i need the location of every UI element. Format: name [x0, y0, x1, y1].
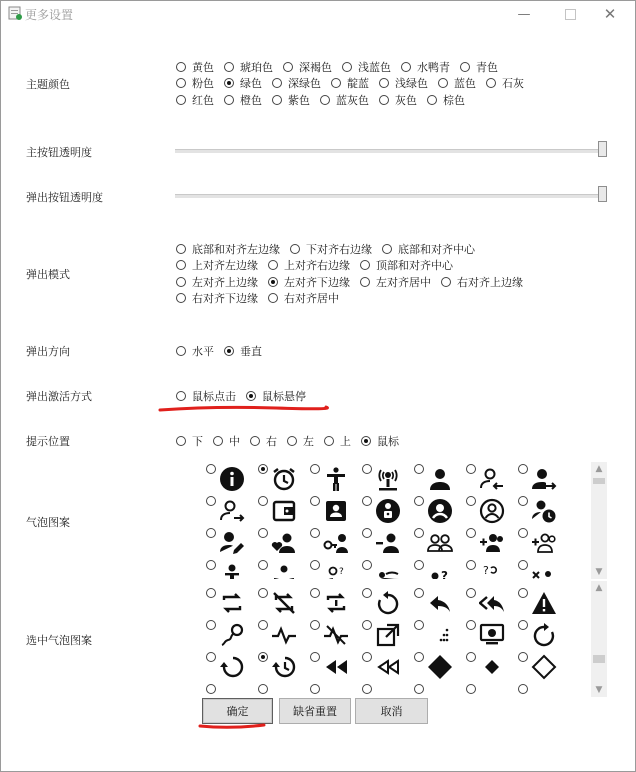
- radio-button[interactable]: [362, 684, 372, 694]
- icon-option[interactable]: [359, 494, 411, 526]
- radio-button[interactable]: [206, 464, 216, 474]
- radio-label: 鼠标悬停: [262, 390, 306, 403]
- radio-option[interactable]: [272, 92, 310, 108]
- radio-button[interactable]: [176, 260, 186, 270]
- radio-option[interactable]: [224, 343, 262, 359]
- radio-option[interactable]: [176, 388, 236, 404]
- radio-button[interactable]: [414, 496, 424, 506]
- icon-option[interactable]: [515, 462, 567, 494]
- radio-button[interactable]: [362, 496, 372, 506]
- icon-option[interactable]: [463, 650, 515, 682]
- svg-text:?: ?: [483, 564, 489, 577]
- radio-button[interactable]: [414, 684, 424, 694]
- radio-button[interactable]: [362, 528, 372, 538]
- radio-button[interactable]: [310, 464, 320, 474]
- radio-button[interactable]: [258, 652, 268, 662]
- icon-option[interactable]: [411, 586, 463, 618]
- radio-label: 浅绿色: [395, 77, 428, 90]
- radio-button[interactable]: [176, 346, 186, 356]
- icon-option[interactable]: [307, 558, 359, 579]
- radio-label: 右对齐上边缘: [457, 276, 523, 289]
- radio-button[interactable]: [362, 464, 372, 474]
- theme-color-row: [176, 92, 475, 108]
- icon-option[interactable]: [203, 618, 255, 650]
- radio-button[interactable]: [414, 588, 424, 598]
- icon-option[interactable]: [359, 650, 411, 682]
- icon-option[interactable]: [411, 526, 463, 558]
- radio-button[interactable]: [518, 528, 528, 538]
- selected-bubble-icon-scrollbar[interactable]: [591, 581, 607, 697]
- radio-label: 青色: [476, 61, 498, 74]
- radio-option[interactable]: [268, 257, 350, 273]
- minimize-button[interactable]: [501, 1, 547, 27]
- icon-option[interactable]: [307, 618, 359, 650]
- cancel-button[interactable]: 取消: [355, 698, 428, 724]
- radio-button[interactable]: [382, 244, 392, 254]
- radio-option[interactable]: [176, 75, 214, 91]
- radio-option[interactable]: [224, 92, 262, 108]
- bubble-icon-label: 气泡图案: [26, 516, 70, 529]
- icon-option[interactable]: [359, 586, 411, 618]
- icon-option[interactable]: [463, 618, 515, 650]
- radio-label: 石灰: [502, 77, 524, 90]
- radio-option[interactable]: [268, 274, 350, 290]
- radio-option[interactable]: [441, 274, 523, 290]
- radio-button[interactable]: [360, 260, 370, 270]
- radio-button[interactable]: [258, 464, 268, 474]
- ok-button[interactable]: 确定: [202, 698, 273, 724]
- main-button-opacity-label: 主按钮透明度: [26, 146, 92, 159]
- radio-option[interactable]: [379, 75, 428, 91]
- svg-text:?: ?: [441, 569, 448, 583]
- radio-button[interactable]: [250, 436, 260, 446]
- icon-option[interactable]: [307, 462, 359, 494]
- theme-color-label: 主题颜色: [26, 78, 70, 91]
- radio-label: 橙色: [240, 94, 262, 107]
- slider-thumb[interactable]: [598, 141, 607, 157]
- window-title: 更多设置: [25, 8, 74, 22]
- radio-button[interactable]: [268, 277, 278, 287]
- radio-label: 上: [340, 435, 351, 448]
- radio-button[interactable]: [401, 62, 411, 72]
- scroll-thumb[interactable]: [593, 655, 605, 663]
- radio-option[interactable]: [427, 92, 465, 108]
- icon-option[interactable]: [411, 618, 463, 650]
- radio-label: 下: [192, 435, 203, 448]
- radio-button[interactable]: [310, 496, 320, 506]
- popup-button-opacity-label: 弹出按钮透明度: [26, 191, 103, 204]
- bubble-icon-grid: [203, 462, 591, 583]
- popup-activation-row: [176, 388, 316, 404]
- bubble-icon-scrollbar[interactable]: [591, 462, 607, 579]
- radio-button[interactable]: [518, 620, 528, 630]
- radio-button[interactable]: [466, 588, 476, 598]
- radio-button[interactable]: [176, 391, 186, 401]
- radio-button[interactable]: [362, 620, 372, 630]
- minimize-icon: —: [517, 6, 531, 22]
- icon-option[interactable]: [515, 558, 567, 579]
- radio-button[interactable]: [224, 62, 234, 72]
- radio-button[interactable]: [362, 652, 372, 662]
- selected-bubble-icon-grid: [203, 586, 591, 696]
- radio-button[interactable]: [518, 588, 528, 598]
- radio-label: 蓝色: [454, 77, 476, 90]
- radio-button[interactable]: [360, 277, 370, 287]
- main-button-opacity-slider[interactable]: [175, 141, 607, 159]
- radio-button[interactable]: [176, 293, 186, 303]
- radio-button[interactable]: [466, 684, 476, 694]
- icon-option[interactable]: [359, 462, 411, 494]
- icon-option[interactable]: [515, 586, 567, 618]
- radio-label: 红色: [192, 94, 214, 107]
- radio-button[interactable]: [414, 464, 424, 474]
- radio-option[interactable]: [324, 433, 351, 449]
- radio-button[interactable]: [324, 436, 334, 446]
- radio-button[interactable]: [414, 528, 424, 538]
- radio-option[interactable]: [331, 75, 369, 91]
- radio-button[interactable]: [258, 684, 268, 694]
- radio-option[interactable]: [287, 433, 314, 449]
- tooltip-position-row: [176, 433, 409, 449]
- icon-option[interactable]: [463, 558, 515, 579]
- radio-button[interactable]: [310, 684, 320, 694]
- radio-button[interactable]: [414, 560, 424, 570]
- icon-option[interactable]: [515, 682, 567, 696]
- radio-option[interactable]: [401, 59, 450, 75]
- radio-label: 蓝灰色: [336, 94, 369, 107]
- icon-option[interactable]: [463, 462, 515, 494]
- radio-label: 左对齐居中: [376, 276, 431, 289]
- radio-label: 灰色: [395, 94, 417, 107]
- radio-label: 左: [303, 435, 314, 448]
- theme-color-row: [176, 75, 534, 91]
- radio-button[interactable]: [331, 78, 341, 88]
- radio-button[interactable]: [206, 652, 216, 662]
- radio-option[interactable]: [224, 75, 262, 91]
- radio-button[interactable]: [379, 95, 389, 105]
- radio-button[interactable]: [176, 62, 186, 72]
- radio-label: 绿色: [240, 77, 262, 90]
- radio-button[interactable]: [342, 62, 352, 72]
- icon-option[interactable]: [255, 462, 307, 494]
- radio-option[interactable]: [272, 75, 321, 91]
- radio-label: 右对齐居中: [284, 292, 339, 305]
- radio-option[interactable]: [360, 274, 431, 290]
- scroll-up-icon[interactable]: ▲: [595, 464, 603, 474]
- radio-button[interactable]: [466, 560, 476, 570]
- close-button[interactable]: [587, 1, 633, 27]
- radio-label: 底部和对齐左边缘: [192, 243, 280, 256]
- radio-label: 上对齐左边缘: [192, 259, 258, 272]
- icon-option[interactable]: [411, 462, 463, 494]
- radio-option[interactable]: [283, 59, 332, 75]
- radio-option[interactable]: [250, 433, 277, 449]
- radio-option[interactable]: [246, 388, 306, 404]
- radio-button[interactable]: [272, 95, 282, 105]
- radio-button[interactable]: [283, 62, 293, 72]
- scroll-down-icon[interactable]: ▼: [595, 567, 603, 577]
- scroll-down-icon[interactable]: ▼: [595, 685, 603, 695]
- popup-direction-row: [176, 343, 272, 359]
- radio-button[interactable]: [414, 620, 424, 630]
- popup-mode-row: [176, 274, 533, 290]
- popup-button-opacity-slider[interactable]: [175, 186, 607, 204]
- radio-label: 垂直: [240, 345, 262, 358]
- radio-label: 水平: [192, 345, 214, 358]
- popup-activation-label: 弹出激活方式: [26, 390, 92, 403]
- icon-option[interactable]: [255, 586, 307, 618]
- slider-track: [175, 149, 607, 153]
- radio-button[interactable]: [460, 62, 470, 72]
- radio-label: 黄色: [192, 61, 214, 74]
- radio-button[interactable]: [268, 293, 278, 303]
- icon-option[interactable]: [255, 682, 307, 696]
- icon-option[interactable]: [203, 462, 255, 494]
- icon-option[interactable]: [203, 682, 255, 696]
- icon-option[interactable]: [463, 494, 515, 526]
- radio-button[interactable]: [466, 620, 476, 630]
- radio-button[interactable]: [258, 528, 268, 538]
- radio-button[interactable]: [438, 78, 448, 88]
- icon-option[interactable]: [203, 494, 255, 526]
- radio-button[interactable]: [379, 78, 389, 88]
- radio-label: 粉色: [192, 77, 214, 90]
- app-icon: [8, 6, 22, 20]
- radio-button[interactable]: [466, 496, 476, 506]
- icon-option[interactable]: [515, 494, 567, 526]
- icon-option[interactable]: [255, 650, 307, 682]
- radio-option[interactable]: [382, 241, 475, 257]
- radio-button[interactable]: [176, 277, 186, 287]
- radio-button[interactable]: [258, 620, 268, 630]
- radio-button[interactable]: [518, 464, 528, 474]
- radio-option[interactable]: [176, 257, 258, 273]
- title-bar: [1, 1, 635, 27]
- selected-bubble-icon-label: 选中气泡图案: [26, 634, 92, 647]
- radio-button[interactable]: [258, 496, 268, 506]
- radio-button[interactable]: [466, 464, 476, 474]
- icon-option[interactable]: [463, 586, 515, 618]
- radio-label: 中: [229, 435, 240, 448]
- maximize-icon: [565, 9, 576, 20]
- icon-option[interactable]: [359, 682, 411, 696]
- radio-button[interactable]: [246, 391, 256, 401]
- slider-thumb[interactable]: [598, 186, 607, 202]
- radio-button[interactable]: [176, 78, 186, 88]
- popup-mode-row: [176, 257, 463, 273]
- radio-option[interactable]: [342, 59, 391, 75]
- radio-option[interactable]: [176, 274, 258, 290]
- radio-button[interactable]: [224, 346, 234, 356]
- radio-button[interactable]: [518, 684, 528, 694]
- radio-option[interactable]: [268, 290, 339, 306]
- radio-label: 左对齐下边缘: [284, 276, 350, 289]
- radio-label: 左对齐上边缘: [192, 276, 258, 289]
- radio-button[interactable]: [518, 652, 528, 662]
- radio-option[interactable]: [176, 290, 258, 306]
- icon-option[interactable]: [515, 618, 567, 650]
- radio-button[interactable]: [206, 684, 216, 694]
- radio-label: 琥珀色: [240, 61, 273, 74]
- radio-button[interactable]: [206, 528, 216, 538]
- icon-option[interactable]: [255, 618, 307, 650]
- radio-button[interactable]: [310, 620, 320, 630]
- icon-option[interactable]: [203, 558, 255, 579]
- radio-button[interactable]: [362, 560, 372, 570]
- radio-option[interactable]: [320, 92, 369, 108]
- radio-label: 右对齐下边缘: [192, 292, 258, 305]
- radio-button[interactable]: [310, 588, 320, 598]
- radio-button[interactable]: [258, 560, 268, 570]
- radio-button[interactable]: [310, 652, 320, 662]
- radio-button[interactable]: [268, 260, 278, 270]
- radio-button[interactable]: [310, 528, 320, 538]
- radio-option[interactable]: [176, 343, 214, 359]
- radio-option[interactable]: [224, 59, 273, 75]
- radio-option[interactable]: [460, 59, 498, 75]
- radio-button[interactable]: [518, 496, 528, 506]
- radio-button[interactable]: [362, 588, 372, 598]
- icon-option[interactable]: [203, 586, 255, 618]
- radio-button[interactable]: [486, 78, 496, 88]
- icon-option[interactable]: [463, 526, 515, 558]
- icon-option[interactable]: [255, 526, 307, 558]
- icon-option[interactable]: [307, 586, 359, 618]
- radio-option[interactable]: [290, 241, 372, 257]
- radio-label: 下对齐右边缘: [306, 243, 372, 256]
- radio-option[interactable]: [213, 433, 240, 449]
- radio-option[interactable]: [361, 433, 399, 449]
- radio-label: 靛蓝: [347, 77, 369, 90]
- icon-option[interactable]: [255, 558, 307, 579]
- radio-button[interactable]: [414, 652, 424, 662]
- radio-button[interactable]: [206, 496, 216, 506]
- popup-mode-row: [176, 241, 485, 257]
- svg-text:?: ?: [339, 567, 344, 577]
- radio-button[interactable]: [176, 244, 186, 254]
- radio-label: 深绿色: [288, 77, 321, 90]
- radio-option[interactable]: [438, 75, 476, 91]
- radio-option[interactable]: [176, 59, 214, 75]
- radio-label: 右: [266, 435, 277, 448]
- radio-label: 鼠标点击: [192, 390, 236, 403]
- icon-option[interactable]: [359, 558, 411, 579]
- icon-option[interactable]: [307, 526, 359, 558]
- radio-button[interactable]: [258, 588, 268, 598]
- icon-option[interactable]: [411, 494, 463, 526]
- radio-button[interactable]: [176, 436, 186, 446]
- radio-button[interactable]: [466, 652, 476, 662]
- icon-option[interactable]: [203, 526, 255, 558]
- popup-mode-row: [176, 290, 349, 306]
- radio-button[interactable]: [518, 560, 528, 570]
- slider-track: [175, 194, 607, 198]
- radio-button[interactable]: [466, 528, 476, 538]
- icon-option[interactable]: [307, 650, 359, 682]
- radio-label: 紫色: [288, 94, 310, 107]
- radio-option[interactable]: [486, 75, 524, 91]
- popup-direction-label: 弹出方向: [26, 345, 70, 358]
- radio-button[interactable]: [176, 95, 186, 105]
- icon-option[interactable]: [307, 682, 359, 696]
- radio-label: 上对齐右边缘: [284, 259, 350, 272]
- theme-color-row: [176, 59, 508, 75]
- radio-option[interactable]: [379, 92, 417, 108]
- radio-button[interactable]: [290, 244, 300, 254]
- radio-option[interactable]: [360, 257, 453, 273]
- radio-button[interactable]: [224, 78, 234, 88]
- scroll-up-icon[interactable]: ▲: [595, 583, 603, 593]
- icon-option[interactable]: [255, 494, 307, 526]
- icon-option[interactable]: [203, 650, 255, 682]
- icon-option[interactable]: [359, 618, 411, 650]
- icon-option[interactable]: [463, 682, 515, 696]
- radio-button[interactable]: [206, 620, 216, 630]
- radio-label: 底部和对齐中心: [398, 243, 475, 256]
- radio-label: 鼠标: [377, 435, 399, 448]
- radio-label: 浅蓝色: [358, 61, 391, 74]
- tooltip-position-label: 提示位置: [26, 435, 70, 448]
- radio-button[interactable]: [320, 95, 330, 105]
- radio-option[interactable]: [176, 433, 203, 449]
- icon-option[interactable]: [411, 682, 463, 696]
- radio-option[interactable]: [176, 92, 214, 108]
- radio-label: 水鸭青: [417, 61, 450, 74]
- radio-button[interactable]: [361, 436, 371, 446]
- radio-button[interactable]: [427, 95, 437, 105]
- popup-mode-label: 弹出模式: [26, 268, 70, 281]
- radio-button[interactable]: [272, 78, 282, 88]
- radio-button[interactable]: [213, 436, 223, 446]
- radio-button[interactable]: [441, 277, 451, 287]
- icon-option[interactable]: [359, 526, 411, 558]
- close-icon: ✕: [603, 5, 617, 23]
- icon-option[interactable]: [411, 650, 463, 682]
- scroll-thumb[interactable]: [593, 478, 605, 484]
- radio-label: 顶部和对齐中心: [376, 259, 453, 272]
- radio-button[interactable]: [287, 436, 297, 446]
- radio-button[interactable]: [206, 588, 216, 598]
- icon-option[interactable]: [515, 650, 567, 682]
- icon-option[interactable]: [515, 526, 567, 558]
- radio-label: 棕色: [443, 94, 465, 107]
- radio-label: 深褐色: [299, 61, 332, 74]
- reset-defaults-button[interactable]: 缺省重置: [279, 698, 351, 724]
- icon-option[interactable]: [411, 558, 463, 583]
- radio-button[interactable]: [310, 560, 320, 570]
- radio-button[interactable]: [206, 560, 216, 570]
- radio-button[interactable]: [224, 95, 234, 105]
- radio-option[interactable]: [176, 241, 280, 257]
- icon-option[interactable]: [307, 494, 359, 526]
